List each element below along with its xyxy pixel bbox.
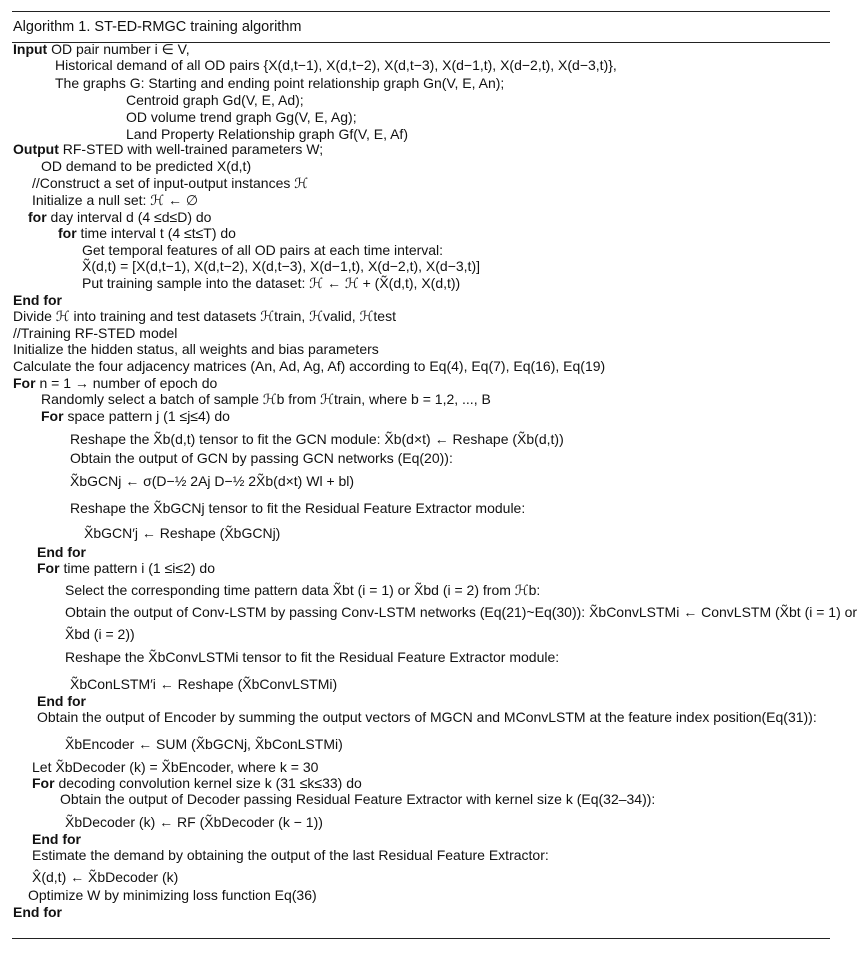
- algorithm-text: X̃bGCNj ← σ(D−½ 2Aj D−½ 2X̃b(d×t) Wl + bl): [70, 473, 355, 489]
- algorithm-keyword: End for: [13, 292, 62, 308]
- algorithm-line: [13, 341, 379, 357]
- algorithm-line: [126, 126, 408, 142]
- algorithm-keyword: for: [58, 225, 77, 241]
- algorithm-keyword: For: [37, 560, 60, 576]
- algorithm-line: [41, 391, 491, 407]
- algorithm-keyword: for: [28, 209, 47, 225]
- algorithm-text: Obtain the output of GCN by passing GCN networks (Eq(20)):: [70, 450, 453, 466]
- algorithm-text: Initialize a null set: ℋ ← ∅: [32, 192, 199, 208]
- algorithm-line: [65, 604, 857, 620]
- algorithm-line: [65, 649, 559, 665]
- algorithm-line: [13, 41, 190, 57]
- algorithm-line: [13, 292, 62, 308]
- algorithm-text: X̃bConLSTM′i ← Reshape (X̃bConvLSTMi): [70, 676, 338, 692]
- algorithm-keyword: End for: [13, 904, 62, 920]
- algorithm-line: [32, 175, 308, 191]
- algorithm-line: [65, 626, 135, 642]
- algorithm-text: Randomly select a batch of sample ℋb from ℋtrain, where b = 1,2, ..., B: [41, 391, 491, 407]
- algorithm-text: Historical demand of all OD pairs {X(d,t−1), X(d,t−2), X(d,t−3), X(d−1,t), X(d−2,t), X(d−3,t)},: [55, 57, 617, 73]
- algorithm-text: space pattern j (1 ≤j≤4) do: [63, 408, 230, 424]
- algorithm-line: [82, 258, 480, 274]
- algorithm-keyword: End for: [37, 544, 86, 560]
- algorithm-line: [65, 736, 343, 752]
- algorithm-text: Estimate the demand by obtaining the output of the last Residual Feature Extractor:: [32, 847, 549, 863]
- algorithm-line: [13, 375, 217, 391]
- algorithm-caption: Algorithm 1. ST-ED-RMGC training algorithm: [13, 19, 302, 35]
- bottom-rule: [12, 938, 830, 939]
- algorithm-text: Reshape the X̃bConvLSTMi tensor to fit the Residual Feature Extractor module:: [65, 649, 560, 665]
- algorithm-line: [13, 325, 177, 341]
- algorithm-text: Obtain the output of Conv-LSTM by passing Conv-LSTM networks (Eq(21)~Eq(30)): X̃bConvLSTMi ← ConvLSTM (X̃bt (i = 1) or: [65, 604, 858, 620]
- algorithm-text: Obtain the output of Decoder passing Residual Feature Extractor with kernel size k (Eq(32–34)):: [60, 791, 656, 807]
- algorithm-line: [41, 158, 251, 174]
- algorithm-text: Obtain the output of Encoder by summing the output vectors of MGCN and MConvLSTM at the feature index position(Eq(31)):: [37, 709, 817, 725]
- algorithm-text: Land Property Relationship graph Gf(V, E, Af): [126, 126, 408, 142]
- algorithm-text: OD demand to be predicted X(d,t): [41, 158, 252, 174]
- algorithm-line: [32, 847, 549, 863]
- algorithm-line: [28, 887, 317, 903]
- algorithm-line: [58, 225, 236, 241]
- algorithm-line: [37, 693, 86, 709]
- algorithm-line: [60, 791, 655, 807]
- algorithm-text: X̃bGCN′j ← Reshape (X̃bGCNj): [84, 525, 281, 541]
- top-rule: [12, 11, 830, 12]
- algorithm-keyword: End for: [32, 831, 81, 847]
- algorithm-line: [32, 759, 318, 775]
- algorithm-text: OD volume trend graph Gg(V, E, Ag);: [126, 109, 357, 125]
- algorithm-keyword: For: [32, 775, 55, 791]
- algorithm-line: [65, 814, 323, 830]
- algorithm-line: [55, 75, 504, 91]
- algorithm-text: time interval t (4 ≤t≤T) do: [76, 225, 236, 241]
- algorithm-text: Select the corresponding time pattern data X̃bt (i = 1) or X̃bd (i = 2) from ℋb:: [65, 582, 541, 598]
- algorithm-text: X̃bd (i = 2)): [65, 626, 135, 642]
- algorithm-line: [65, 582, 540, 598]
- algorithm-keyword: End for: [37, 693, 86, 709]
- algorithm-line: [70, 431, 564, 447]
- algorithm-line: [70, 500, 525, 516]
- algorithm-line: [37, 709, 817, 725]
- algorithm-text: Put training sample into the dataset: ℋ ← ℋ + (X̃(d,t), X(d,t)): [82, 275, 461, 291]
- algorithm-line: [32, 775, 362, 791]
- algorithm-text: //Training RF-STED model: [13, 325, 178, 341]
- algorithm-keyword: For: [13, 375, 36, 391]
- algorithm-line: [32, 831, 81, 847]
- algorithm-text: Let X̃bDecoder (k) = X̃bEncoder, where k = 30: [32, 759, 319, 775]
- algorithm-line: [70, 450, 453, 466]
- algorithm-text: RF-STED with well-trained parameters W;: [58, 141, 324, 157]
- algorithm-keyword: Output: [13, 141, 59, 157]
- algorithm-text: //Construct a set of input-output instances ℋ: [32, 175, 309, 191]
- algorithm-line: [55, 57, 617, 73]
- algorithm-text: Initialize the hidden status, all weights and bias parameters: [13, 341, 379, 357]
- algorithm-line: [13, 358, 605, 374]
- algorithm-text: Divide ℋ into training and test datasets ℋtrain, ℋvalid, ℋtest: [13, 308, 396, 324]
- algorithm-text: The graphs G: Starting and ending point relationship graph Gn(V, E, An);: [55, 75, 505, 91]
- algorithm-text: X̂(d,t) ← X̃bDecoder (k): [32, 869, 179, 885]
- algorithm-text: n = 1 → number of epoch do: [35, 375, 218, 391]
- algorithm-line: [37, 544, 86, 560]
- algorithm-line: [126, 109, 357, 125]
- algorithm-line: [70, 473, 354, 489]
- algorithm-line: [82, 242, 443, 258]
- algorithm-line: [82, 275, 460, 291]
- algorithm-text: Get temporal features of all OD pairs at each time interval:: [82, 242, 444, 258]
- algorithm-line: [13, 308, 396, 324]
- algorithm-text: Reshape the X̃b(d,t) tensor to fit the GCN module: X̃b(d×t) ← Reshape (X̃b(d,t)): [70, 431, 564, 447]
- algorithm-text: decoding convolution kernel size k (31 ≤k≤33) do: [54, 775, 362, 791]
- algorithm-text: X̃bEncoder ← SUM (X̃bGCNj, X̃bConLSTMi): [65, 736, 343, 752]
- algorithm-text: time pattern i (1 ≤i≤2) do: [59, 560, 215, 576]
- algorithm-text: Optimize W by minimizing loss function Eq(36): [28, 887, 317, 903]
- algorithm-line: [28, 209, 211, 225]
- algorithm-text: OD pair number i ∈ V,: [47, 41, 190, 57]
- algorithm-text: day interval d (4 ≤d≤D) do: [46, 209, 212, 225]
- algorithm-keyword: Input: [13, 41, 48, 57]
- algorithm-line: [32, 192, 198, 208]
- algorithm-line: [84, 525, 280, 541]
- algorithm-line: [126, 92, 304, 108]
- algorithm-keyword: For: [41, 408, 64, 424]
- algorithm-text: X̃bDecoder (k) ← RF (X̃bDecoder (k − 1)): [65, 814, 323, 830]
- algorithm-line: [13, 904, 62, 920]
- algorithm-text: Reshape the X̃bGCNj tensor to fit the Residual Feature Extractor module:: [70, 500, 526, 516]
- algorithm-text: X̃(d,t) = [X(d,t−1), X(d,t−2), X(d,t−3), X(d−1,t), X(d−2,t), X(d−3,t)]: [82, 258, 480, 274]
- algorithm-line: [41, 408, 230, 424]
- algorithm-line: [13, 141, 323, 157]
- algorithm-line: [37, 560, 215, 576]
- algorithm-text: Centroid graph Gd(V, E, Ad);: [126, 92, 304, 108]
- algorithm-line: [32, 869, 178, 885]
- algorithm-line: [70, 676, 337, 692]
- algorithm-text: Calculate the four adjacency matrices (An, Ad, Ag, Af) according to Eq(4), Eq(7), Eq(16), Eq(19): [13, 358, 606, 374]
